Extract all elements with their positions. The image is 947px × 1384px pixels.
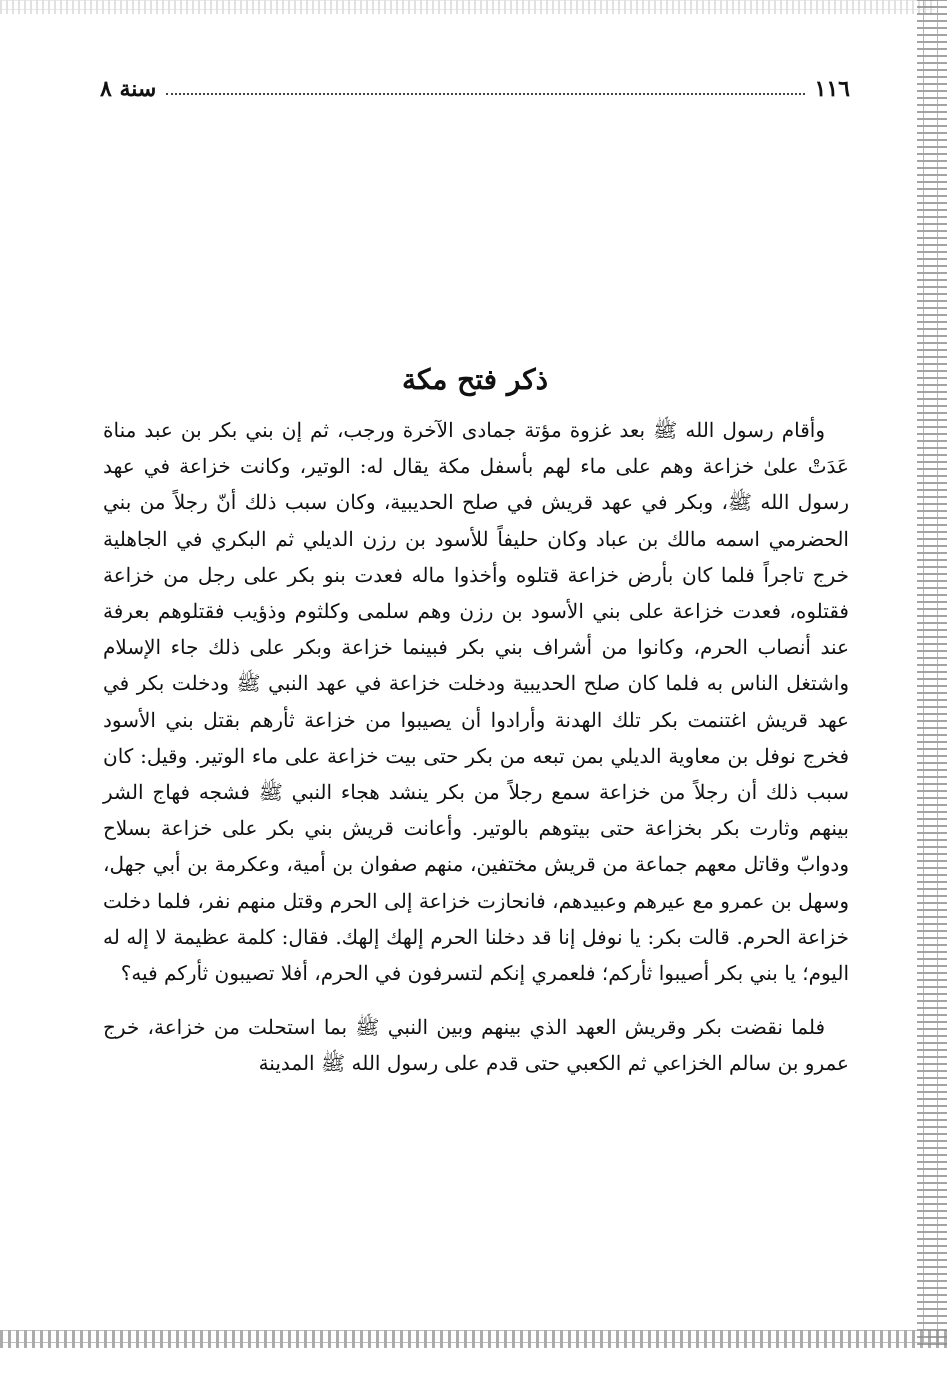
page-number: ١١٦ — [814, 76, 850, 102]
scan-border-bottom — [0, 1330, 947, 1348]
running-header — [100, 72, 850, 106]
chapter-title: ذكر فتح مكة — [401, 363, 549, 396]
paragraph-1: وأقام رسول الله ﷺ بعد غزوة مؤتة جمادى الآخرة ورجب، ثم إن بني بكر بن عبد مناة عَدَتْ علىٰ خزاعة وهم على ماء لهم بأسفل مكة يقال له: الوتير، وكانت خزاعة في عهد رسول الله ﷺ، وبكر في عهد قريش في صلح الحديبية، وكان سبب ذلك أنّ رجلاً من بني الحضرمي اسمه مالك بن عباد وكان حليفاً للأسود بن رزن الديلي ثم البكري في الجاهلية خرج تاجراً فلما كان بأرض خزاعة قتلوه وأخذوا ماله فعدت بنو بكر على رجل من خزاعة فقتلوه، فعدت خزاعة على بني الأسود بن رزن وهم سلمى وكلثوم وذؤيب فقتلوهم بعرفة عند أنصاب الحرم، وكانوا من أشراف بني بكر فبينما خزاعة وبكر على ذلك جاء الإسلام واشتغل الناس به فلما كان صلح الحديبية ودخلت خزاعة في عهد النبي ﷺ ودخلت بكر في عهد قريش اغتنمت بكر تلك الهدنة وأرادوا أن يصيبوا من خزاعة ثأرهم بقتل بني الأسود فخرج نوفل بن معاوية الديلي بمن تبعه من بكر حتى بيت خزاعة على ماء الوتير. وقيل: كان سبب ذلك أن رجلاً من خزاعة سمع رجلاً من بكر ينشد هجاء النبي ﷺ فشجه فهاج الشر بينهم وثارت بكر بخزاعة حتى بيتوهم بالوتير. وأعانت قريش بني بكر على خزاعة بسلاح ودوابّ وقاتل معهم جماعة من قريش مختفين، منهم صفوان بن أمية، وعكرمة بن أبي جهل، وسهل بن عمرو مع عيرهم وعبيدهم، فانحازت خزاعة إلى الحرم وقتل منهم نفر، فلما دخلت خزاعة الحرم. قالت بكر: يا نوفل إنا قد دخلنا الحرم إلهك إلهك. فقال: كلمة عظيمة لا إله له اليوم؛ يا بني بكر أصيبوا ثأركم؛ فلعمري إنكم لتسرفون في الحرم، أفلا تصيبون ثأركم فيه؟ — [103, 418, 849, 986]
paragraph-2: فلما نقضت بكر وقريش العهد الذي بينهم وبين النبي ﷺ بما استحلت من خزاعة، خرج عمرو بن سالم الخزاعي ثم الكعبي حتى قدم على رسول الله ﷺ المدينة — [103, 1015, 849, 1076]
scan-border-top — [0, 0, 935, 14]
scan-border-right — [917, 0, 947, 1345]
year-label: سنة ٨ — [100, 76, 157, 102]
header-dotted-leader — [166, 93, 804, 95]
body-text — [103, 412, 849, 1082]
